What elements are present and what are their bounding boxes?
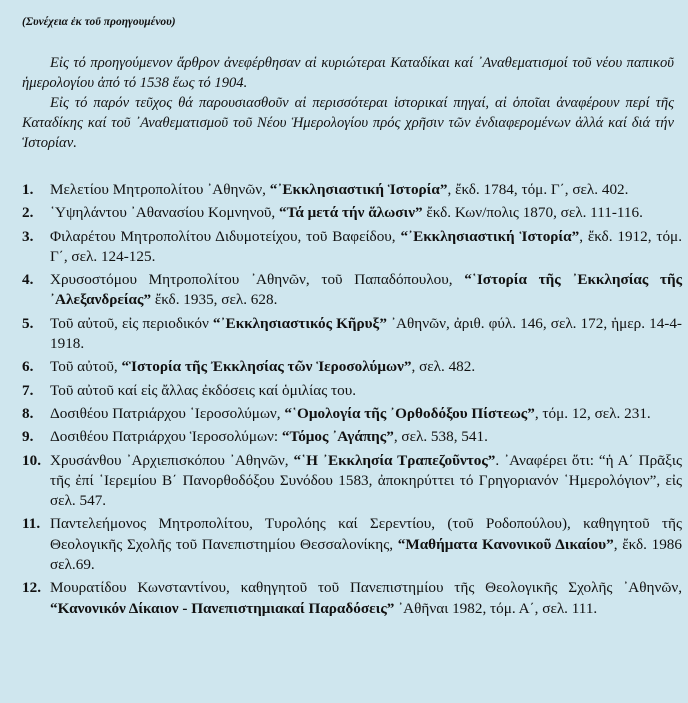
reference-item (22, 381, 682, 401)
reference-title: “῾Ομολογία τῆς ᾿Ορθοδόξου Πίστεως” (284, 404, 535, 422)
reference-text (50, 514, 682, 575)
reference-details: , σελ. 482. (411, 358, 476, 376)
reference-text (50, 227, 682, 268)
reference-author: ῾Υψηλάντου ᾿Αθανασίου Κομνηνοῦ, (50, 204, 280, 222)
reference-text (50, 578, 682, 619)
reference-title: “Κανονικόν Δίκαιον - Πανεπιστημιακαί Παραδόσεις” (50, 599, 395, 617)
reference-number: 2. (22, 204, 34, 222)
reference-title: “Τά μετά τήν ἅλωσιν” (279, 204, 423, 222)
reference-author: Δοσιθέου Πατριάρχου ῾Ιεροσολύμων, (50, 404, 285, 422)
reference-text (50, 314, 682, 355)
reference-text (50, 180, 682, 200)
reference-author: Δοσιθέου Πατριάρχου Ἱεροσολύμων: (50, 428, 282, 446)
reference-list (22, 180, 682, 622)
reference-title: “Ἱστορία τῆς Ἐκκλησίας τῶν Ἱεροσολύμων” (121, 358, 412, 376)
reference-title: “᾿Εκκλησιαστική Ἱστορία” (400, 227, 580, 245)
reference-details: , τόμ. 12, σελ. 231. (534, 404, 651, 422)
reference-author: Φιλαρέτου Μητροπολίτου Διδυμοτείχου, τοῦ Βαφείδου, (50, 227, 401, 245)
reference-item (22, 357, 682, 377)
reference-details: ἔκδ. Κων/πολις 1870, σελ. 111-116. (422, 204, 643, 222)
reference-title: “᾿Εκκλησιαστική Ἱστορία” (269, 181, 448, 198)
reference-details: , σελ. 538, 541. (393, 428, 488, 446)
reference-number: 6. (22, 358, 34, 376)
reference-item (22, 427, 682, 447)
reference-author: Τοῦ αὐτοῦ, (50, 358, 122, 376)
reference-text (50, 404, 682, 424)
intro-text (22, 53, 674, 153)
reference-details: , ἔκδ. 1784, τόμ. Γ΄, σελ. 402. (447, 181, 629, 198)
reference-details: . ᾿Αναφέρει ὅτι: “ἡ Α΄ Πρᾶξις τῆς ἐπί ῾Ιερεμίου Β΄ Πανορθοδόξου Συνόδου 1583, ἀποκηρύττει τό Γρηγοριανόν ῾Ημερολόγιον”, εἰς σελ. 547. (50, 451, 682, 510)
reference-text (50, 203, 682, 223)
reference-item (22, 514, 682, 575)
reference-details: ἔκδ. 1935, σελ. 628. (151, 291, 278, 309)
reference-item (22, 270, 682, 311)
intro-paragraph: Εἰς τό παρόν τεῦχος θά παρουσιασθοῦν αἱ περισσότεραι ἱστορικαί πηγαί, αἱ ὁποῖαι ἀναφέρουν περί τῆς Καταδίκης καί τοῦ ᾿Αναθεματισμοῦ τοῦ Νέου Ἡμερολογίου πρός χρῆσιν τῶν ἐνδιαφερομένων ἀλλά καί διά τήν Ἱστορίαν. (22, 95, 674, 151)
reference-author: Παντελεήμονος Μητροπολίτου, Τυρολόης καί Σερεντίου, (τοῦ Ροδοπούλου), καθηγητοῦ τῆς Θεολογικῆς Σχολῆς τοῦ Πανεπιστημίου Θεσσαλονίκης, (50, 515, 682, 553)
reference-number: 8. (22, 404, 34, 422)
reference-number: 3. (22, 227, 34, 245)
reference-number: 1. (22, 181, 34, 198)
reference-text (50, 381, 682, 401)
reference-item (22, 314, 682, 355)
reference-author: Χρυσοστόμου Μητροπολίτου ᾿Αθηνῶν, τοῦ Παπαδόπουλου, (50, 271, 465, 289)
intro-paragraph: Εἰς τό προηγούμενον ἄρθρον ἀνεφέρθησαν αἱ κυριώτεραι Καταδίκαι καί ᾿Αναθεματισμοί τοῦ νέου παπικοῦ ἡμερολογίου ἀπό τό 1538 ἕως τό 1904. (22, 55, 674, 91)
reference-details: ᾿Αθῆναι 1982, τόμ. Α΄, σελ. 111. (394, 599, 598, 617)
reference-item (22, 180, 682, 200)
reference-number: 11. (22, 515, 41, 533)
reference-title: “῾Ιστορία τῆς ᾿Εκκλησίας τῆς ᾿Αλεξανδρείας” (50, 271, 682, 309)
reference-item (22, 203, 682, 223)
reference-text (50, 451, 682, 512)
reference-author: Τοῦ αὐτοῦ, εἰς περιοδικόν (50, 314, 213, 332)
reference-author: Μουρατίδου Κωνσταντίνου, καθηγητοῦ τοῦ Πανεπιστημίου τῆς Θεολογικῆς Σχολῆς ᾿Αθηνῶν, (50, 579, 682, 597)
reference-author: Χρυσάνθου ᾿Αρχιεπισκόπου ᾿Αθηνῶν, (50, 451, 294, 469)
reference-number: 9. (22, 428, 34, 446)
reference-number: 12. (22, 579, 41, 597)
reference-author: Μελετίου Μητροπολίτου ᾿Αθηνῶν, (50, 181, 270, 198)
reference-details: ᾿Αθηνῶν, ἀριθ. φύλ. 146, σελ. 172, ἡμερ. 14-4-1918. (50, 314, 682, 353)
reference-title: “᾿Εκκλησιαστικός Κῆρυξ” (212, 314, 387, 332)
reference-number: 5. (22, 314, 34, 332)
reference-number: 4. (22, 271, 34, 289)
reference-text (50, 357, 682, 377)
reference-item (22, 227, 682, 268)
reference-number: 7. (22, 381, 34, 399)
reference-title: “Τόμος ᾿Αγάπης” (281, 428, 394, 446)
reference-title: “Μαθήματα Κανονικοῦ Δικαίου” (397, 535, 614, 553)
reference-item (22, 404, 682, 424)
continued-note: (Συνέχεια ἐκ τοῦ προηγουμένου) (22, 16, 176, 28)
reference-text (50, 427, 682, 447)
reference-item (22, 451, 682, 512)
reference-author: Τοῦ αὐτοῦ καί εἰς ἄλλας ἐκδόσεις καί ὁμιλίας του. (50, 381, 357, 399)
reference-title: “῾Η ᾿Εκκλησία Τραπεζοῦντος” (293, 451, 496, 469)
reference-item (22, 578, 682, 619)
reference-number: 10. (22, 451, 41, 469)
reference-text (50, 270, 682, 311)
reference-details: , ἔκδ. 1912, τόμ. Γ΄, σελ. 124-125. (50, 227, 682, 265)
reference-details: , ἔκδ. 1986 σελ.69. (50, 535, 682, 574)
